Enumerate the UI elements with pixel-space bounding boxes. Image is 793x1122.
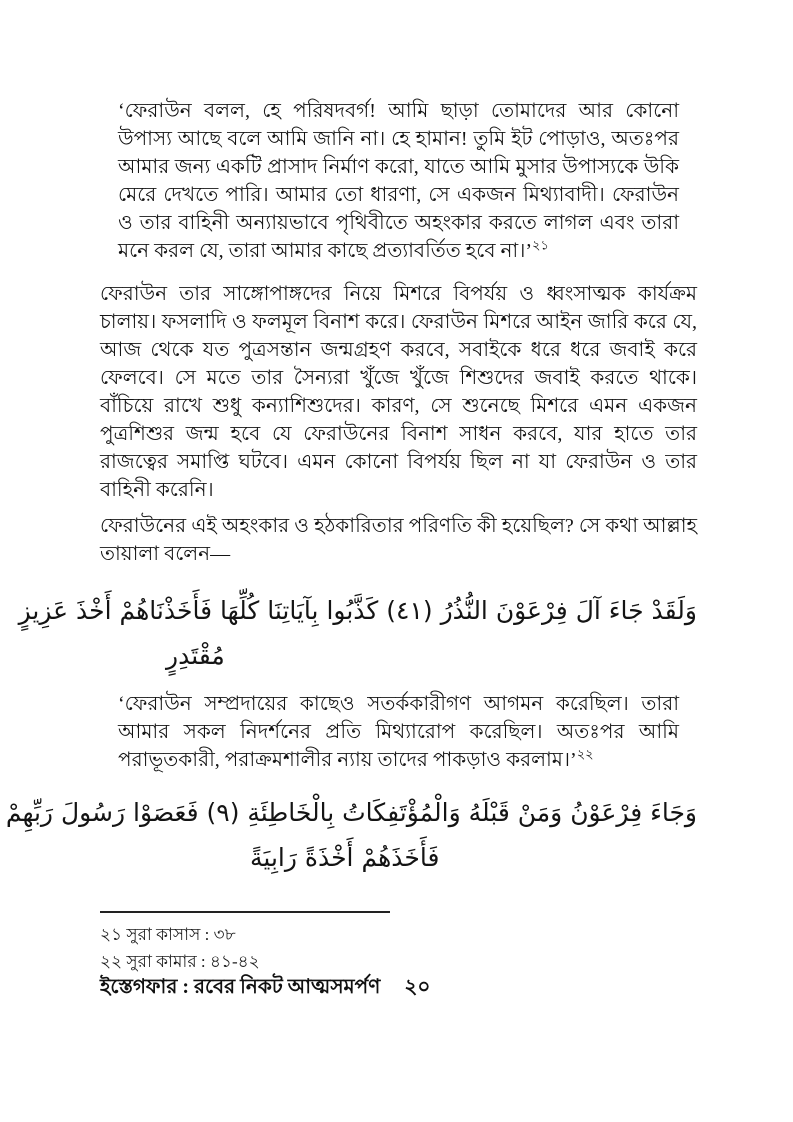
footnote-21-marker: ২১ xyxy=(100,925,123,944)
page-content xyxy=(5,97,697,886)
footnote-ref-22: ২২ xyxy=(576,746,594,762)
page-number: ২০ xyxy=(404,976,431,998)
quote-1-text: ‘ফেরাউন বলল, হে পরিষদবর্গ! আমি ছাড়া তোমাদের আর কোনো উপাস্য আছে বলে আমি জানি না। হে হামান! তুমি ইট পোড়াও, অতঃপর আমার জন্য একটি প্রাসাদ নির্মাণ করো, যাতে আমি মুসার উপাস্যকে উকি মেরে দেখতে পারি। আমার তো ধারণা, সে একজন মিথ্যাবাদী। ফেরাউন ও তার বাহিনী অন্যায়ভাবে পৃথিবীতে অহংকার করতে লাগল এবং তারা মনে করল যে, তারা আমার কাছে প্রত্যাবর্তিত হবে না।’ xyxy=(118,100,679,262)
arabic-verse-2 xyxy=(5,790,697,880)
arabic-verse-1-line-2: مُقْتَدِرٍ xyxy=(166,641,225,670)
footnote-21-text: সুরা কাসাস : ৩৮ xyxy=(126,925,236,944)
footnotes-section xyxy=(100,921,660,975)
footer-book-title: ইস্তেগফার : রবের নিকট আত্মসমর্পণ xyxy=(100,976,381,998)
arabic-verse-1 xyxy=(18,588,697,678)
body-paragraph-1: ফেরাউন তার সাঙ্গোপাঙ্গদের নিয়ে মিশরে বিপর্যয় ও ধ্বংসাত্মক কার্যক্রম চালায়। ফসলাদি ও ফলমূল বিনাশ করে। ফেরাউন মিশরে আইন জারি করে যে, আজ থেকে যত পুত্রসন্তান জন্মগ্রহণ করবে, সবাইকে ধরে ধরে জবাই করে ফেলবে। সে মতে তার সৈন্যরা খুঁজে খুঁজে শিশুদের জবাই করতে থাকে। বাঁচিয়ে রাখে শুধু কন্যাশিশুদের। কারণ, সে শুনেছে মিশরে এমন একজন পুত্রশিশুর জন্ম হবে যে ফেরাউনের বিনাশ সাধন করবে, যার হাতে তার রাজত্বের সমাপ্তি ঘটবে। এমন কোনো বিপর্যয় ছিল না যা ফেরাউন ও তার বাহিনী করেনি। xyxy=(100,283,697,501)
footnote-22-text: সুরা কামার : ৪১-৪২ xyxy=(126,952,260,971)
footnote-ref-21: ২১ xyxy=(532,237,549,253)
body-paragraph-2-intro: ফেরাউনের এই অহংকার ও হঠকারিতার পরিণতি কী হয়েছিল? সে কথা আল্লাহ তায়ালা বলেন— xyxy=(100,515,697,565)
arabic-verse-2-line-2: فَأَخَذَهُمْ أَخْذَةً رَابِيَةً xyxy=(250,843,440,872)
arabic-verse-1-line-1: وَلَقَدْ جَاءَ آلَ فِرْعَوْنَ النُّذُرُ (٤١) كَذَّبُوا بِآيَاتِنَا كُلِّهَا فَأَخَذْنَاهُمْ أَخْذَ عَزِيزٍ xyxy=(18,596,697,625)
footnote-22-marker: ২২ xyxy=(100,952,123,971)
quran-translation-quote-1 xyxy=(118,97,679,265)
footnote-21 xyxy=(100,921,660,948)
footnote-22 xyxy=(100,948,660,975)
quran-translation-quote-2 xyxy=(118,690,679,774)
running-footer xyxy=(100,972,660,1005)
footnote-separator-rule xyxy=(100,911,390,913)
quote-2-text: ‘ফেরাউন সম্প্রদায়ের কাছেও সতর্ককারীগণ আগমন করেছিল। তারা আমার সকল নিদর্শনের প্রতি মিথ্যারোপ করেছিল। অতঃপর আমি পরাভূতকারী, পরাক্রমশালীর ন্যায় তাদের পাকড়াও করলাম।’ xyxy=(118,693,679,771)
arabic-verse-2-line-1: وَجَاءَ فِرْعَوْنُ وَمَنْ قَبْلَهُ وَالْمُؤْتَفِكَاتُ بِالْخَاطِئَةِ (٩) فَعَصَوْا رَسُولَ رَبِّهِمْ xyxy=(5,798,697,827)
